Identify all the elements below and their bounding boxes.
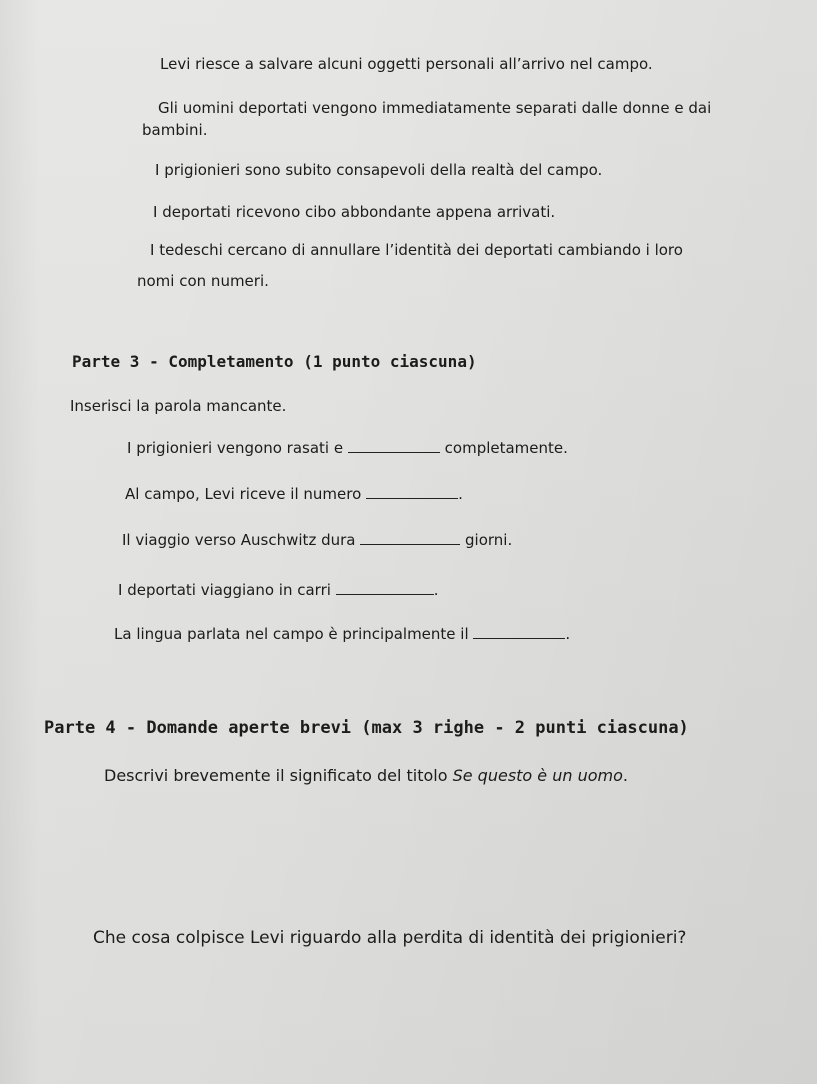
fill-blank-2[interactable]: [366, 484, 458, 499]
statement-5-line-2: nomi con numeri.: [137, 272, 269, 290]
fill-item-3-after: giorni.: [465, 531, 513, 549]
statement-5-line-1: I tedeschi cercano di annullare l’identità dei deportati cambiando i loro: [150, 241, 683, 259]
statement-2-line-2: bambini.: [142, 121, 208, 139]
fill-item-4-before: I deportati viaggiano in carri: [118, 581, 331, 599]
fill-item-5: [114, 624, 570, 644]
fill-item-4-after: .: [433, 581, 439, 599]
part3-instruction: Inserisci la parola mancante.: [70, 397, 287, 415]
statement-4: I deportati ricevono cibo abbondante appena arrivati.: [153, 203, 556, 221]
question-1-suffix: .: [622, 766, 628, 785]
question-1: [104, 766, 628, 786]
fill-blank-5[interactable]: [473, 624, 565, 639]
fill-item-1: [127, 438, 568, 458]
fill-item-5-after: .: [565, 625, 571, 643]
statement-1: Levi riesce a salvare alcuni oggetti personali all’arrivo nel campo.: [160, 55, 653, 73]
fill-item-1-after: completamente.: [444, 439, 568, 457]
fill-item-2-before: Al campo, Levi riceve il numero: [125, 485, 362, 503]
question-1-book-title: Se questo è un uomo: [452, 766, 623, 785]
statement-2-line-1: Gli uomini deportati vengono immediatamente separati dalle donne e dai: [158, 99, 712, 117]
fill-blank-3[interactable]: [360, 530, 460, 545]
fill-item-5-before: La lingua parlata nel campo è principalmente il: [114, 625, 469, 643]
fill-blank-4[interactable]: [336, 580, 434, 595]
fill-item-3-before: Il viaggio verso Auschwitz dura: [122, 531, 356, 549]
fill-item-4: [118, 580, 438, 600]
question-1-prefix: Descrivi brevemente il significato del titolo: [104, 766, 453, 785]
fill-item-2: [125, 484, 463, 504]
fill-blank-1[interactable]: [348, 438, 440, 453]
question-2: Che cosa colpisce Levi riguardo alla perdita di identità dei prigionieri?: [93, 928, 687, 948]
fill-item-2-after: .: [458, 485, 463, 503]
statement-3: I prigionieri sono subito consapevoli della realtà del campo.: [155, 161, 603, 179]
part3-heading: Parte 3 - Completamento (1 punto ciascuna): [72, 352, 477, 371]
part4-heading: Parte 4 - Domande aperte brevi (max 3 righe - 2 punti ciascuna): [44, 718, 689, 738]
fill-item-1-before: I prigionieri vengono rasati e: [127, 439, 344, 457]
fill-item-3: [122, 530, 512, 550]
